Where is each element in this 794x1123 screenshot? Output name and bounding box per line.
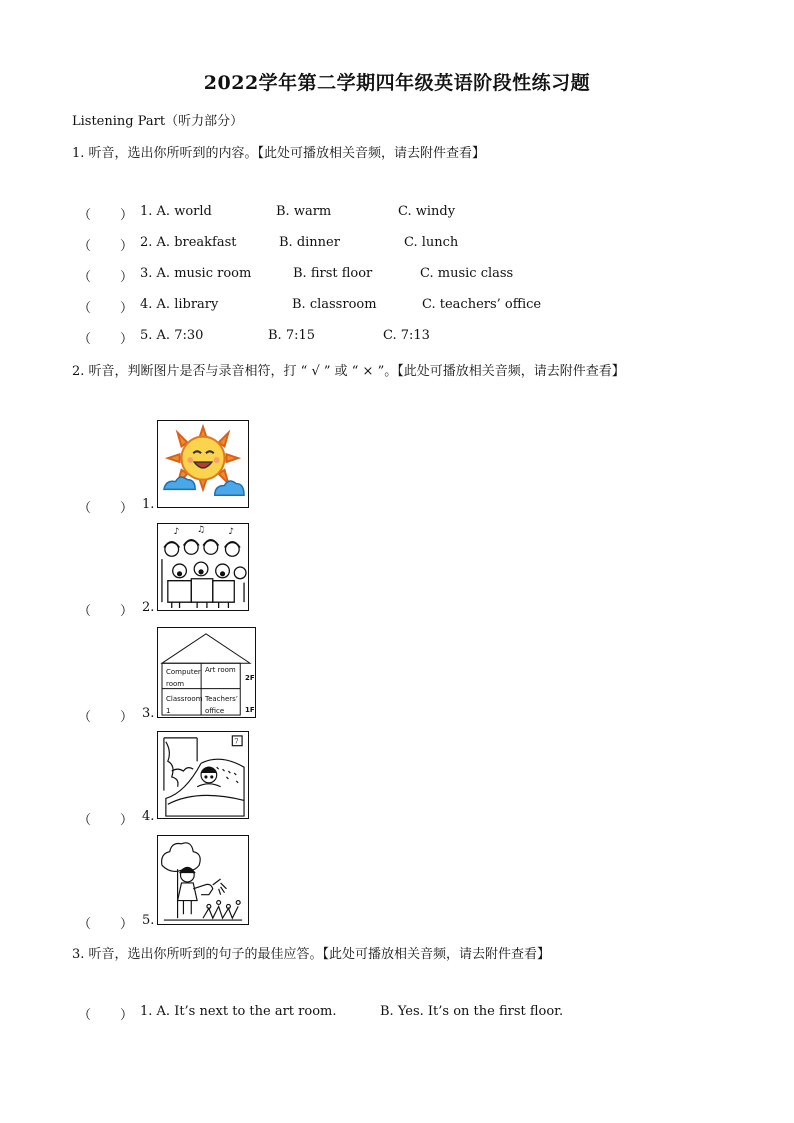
question-number: 4. [142, 809, 155, 824]
svg-text:7: 7 [234, 737, 239, 746]
answer-paren-close: ） [120, 1008, 134, 1023]
section2-instruction: 2. 听音，判断图片是否与录音相符，打 “ √ ” 或 “ × ”。【此处可播放相关音频，请去附件查看】 [72, 364, 625, 379]
option-b: B. dinner [279, 235, 340, 250]
answer-paren-open: （ [78, 604, 92, 619]
option-a: 1. A. It’s next to the art room. [140, 1004, 337, 1019]
answer-paren-close: ） [120, 301, 134, 316]
floor-1f-label: 1F [245, 706, 255, 714]
answer-paren-open: （ [78, 208, 92, 223]
svg-text:♫: ♫ [197, 524, 206, 535]
answer-paren-open: （ [78, 270, 92, 285]
girl-watering-flowers-picture [157, 835, 249, 925]
section1-instruction: 1. 听音，选出你所听到的内容。【此处可播放相关音频，请去附件查看】 [72, 146, 486, 161]
page-title: 2022学年第二学期四年级英语阶段性练习题 [203, 72, 591, 94]
answer-paren-open: （ [78, 239, 92, 254]
classroom-label: Classroom [166, 695, 203, 703]
answer-paren-open: （ [78, 1008, 92, 1023]
answer-paren-close: ） [120, 710, 134, 725]
option-b: B. Yes. It’s on the first floor. [380, 1004, 564, 1019]
svg-text:♪: ♪ [173, 526, 180, 537]
section3-instruction: 3. 听音，选出你所听到的句子的最佳应答。【此处可播放相关音频，请去附件查看】 [72, 947, 551, 962]
option-b: B. first floor [293, 266, 373, 281]
computer-room-label: Computer [166, 668, 201, 676]
option-c: C. 7:13 [383, 328, 430, 343]
singing-children-picture [157, 523, 249, 611]
answer-paren-open: （ [78, 501, 92, 516]
option-b: B. 7:15 [268, 328, 316, 343]
answer-paren-open: （ [78, 813, 92, 828]
answer-paren-close: ） [120, 917, 134, 932]
option-b: B. warm [276, 204, 332, 219]
classroom-label-2: 1 [166, 707, 171, 715]
option-a: 2. A. breakfast [140, 235, 237, 250]
answer-paren-close: ） [120, 604, 134, 619]
question-number: 5. [142, 913, 155, 928]
teachers-office-label-2: office [205, 707, 225, 715]
answer-paren-open: （ [78, 332, 92, 347]
answer-paren-close: ） [120, 239, 134, 254]
school-building-picture [157, 627, 256, 718]
option-a: 3. A. music room [140, 266, 252, 281]
option-c: C. music class [420, 266, 514, 281]
answer-paren-close: ） [120, 332, 134, 347]
teachers-office-label: Teachers’ [205, 695, 239, 703]
listening-part-heading: Listening Part（听力部分） [72, 114, 244, 129]
answer-paren-close: ） [120, 501, 134, 516]
boy-waking-up-picture [157, 731, 249, 819]
option-a: 5. A. 7:30 [140, 328, 204, 343]
option-b: B. classroom [292, 297, 377, 312]
svg-text:♪: ♪ [228, 526, 235, 537]
question-number: 3. [142, 706, 155, 721]
option-c: C. windy [398, 204, 456, 219]
art-room-label: Art room [205, 666, 236, 674]
answer-paren-close: ） [120, 813, 134, 828]
answer-paren-open: （ [78, 710, 92, 725]
answer-paren-open: （ [78, 301, 92, 316]
floor-2f-label: 2F [245, 674, 255, 682]
question-number: 1. [142, 497, 155, 512]
answer-paren-close: ） [120, 270, 134, 285]
option-a: 1. A. world [140, 204, 212, 219]
answer-paren-close: ） [120, 208, 134, 223]
question-number: 2. [142, 600, 155, 615]
option-c: C. teachers’ office [422, 297, 542, 312]
option-c: C. lunch [404, 235, 459, 250]
answer-paren-open: （ [78, 917, 92, 932]
computer-room-label-2: room [166, 680, 185, 688]
option-a: 4. A. library [140, 297, 219, 312]
sunny-weather-picture [157, 420, 249, 508]
